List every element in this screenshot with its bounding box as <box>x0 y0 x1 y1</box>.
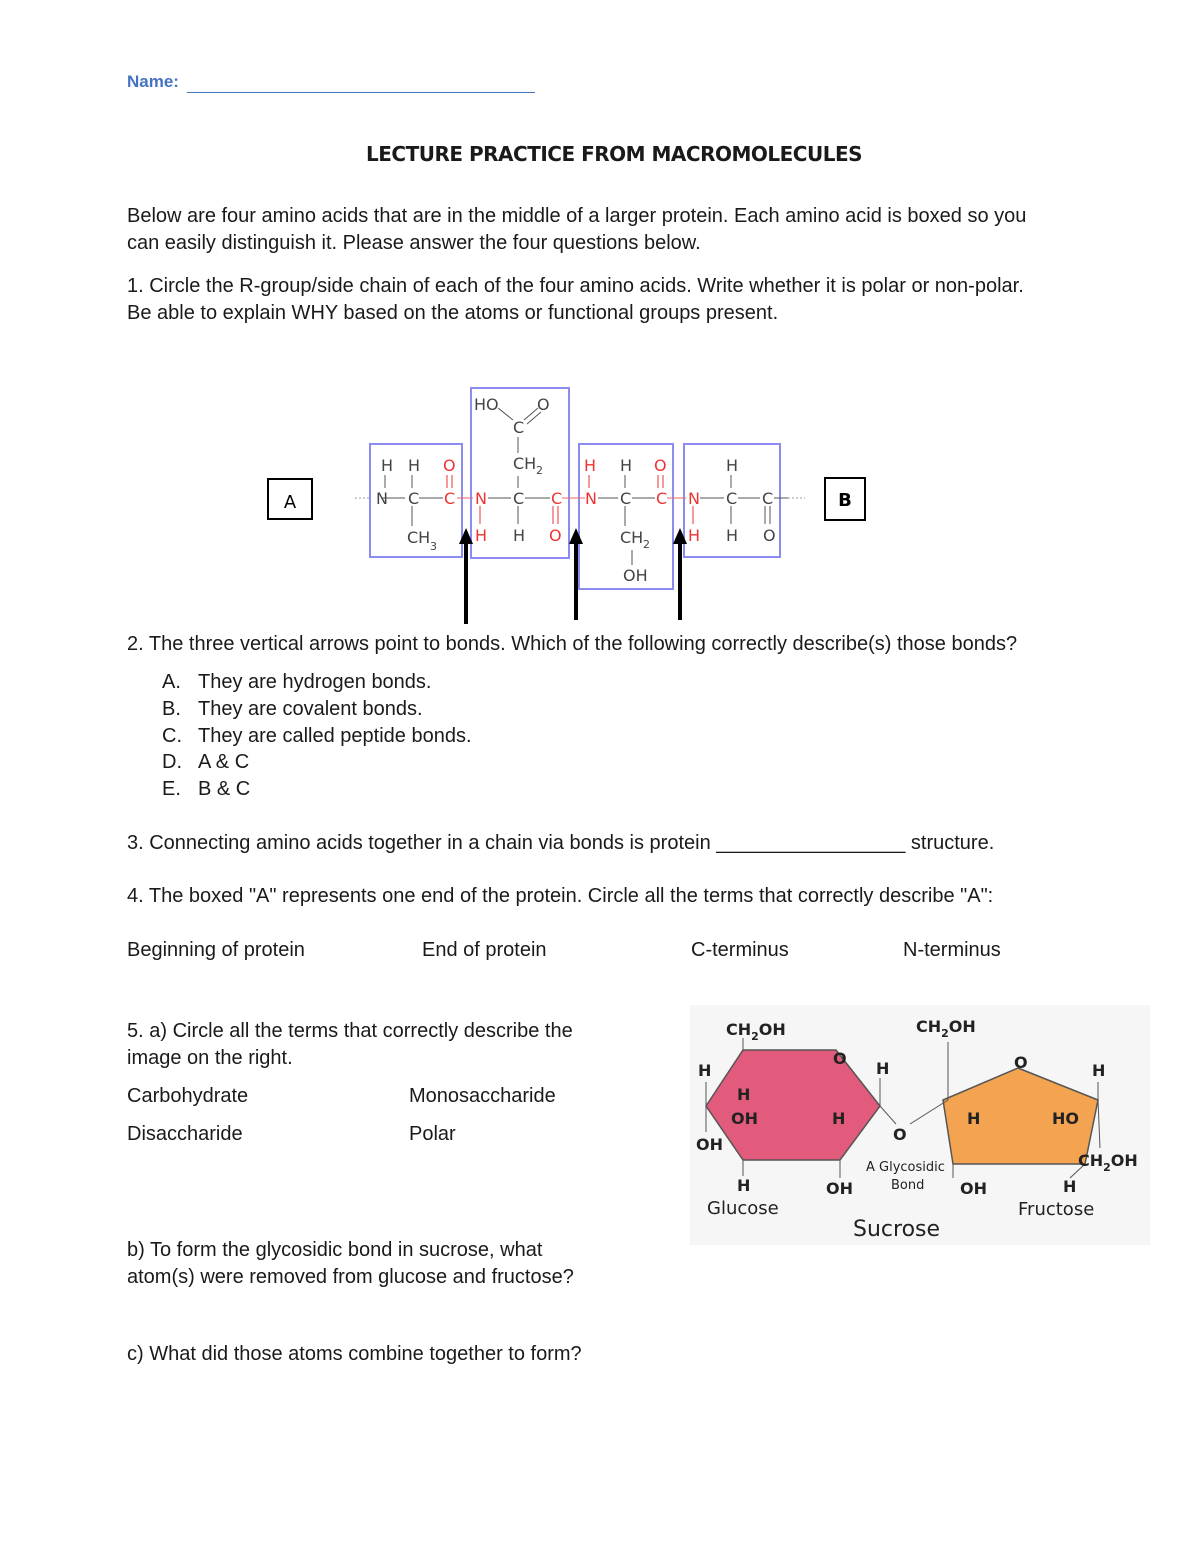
glycosidic-label-1: A Glycosidic <box>866 1160 945 1175</box>
bond-arrow-2 <box>569 528 583 620</box>
question-1-line-2: Be able to explain WHY based on the atoms or functional groups present. <box>127 302 779 324</box>
atom-oh: OH <box>623 566 648 585</box>
intro-line-2: can easily distinguish it. Please answer the four questions below. <box>127 232 701 254</box>
question-3: 3. Connecting amino acids together in a chain via bonds is protein _________________ structure. <box>127 832 995 854</box>
atom-sub: 2 <box>536 464 543 477</box>
atom-ch2: CH <box>620 528 644 547</box>
term-monosaccharide[interactable]: Monosaccharide <box>409 1085 556 1107</box>
atom-h: H <box>726 526 739 545</box>
question-5b-line-1: b) To form the glycosidic bond in sucrose, what <box>127 1239 543 1261</box>
atom-c: C <box>726 489 738 508</box>
atom-h: H <box>475 526 488 545</box>
glucose-h-inner-right: H <box>832 1109 846 1128</box>
glycosidic-label-2: Bond <box>891 1178 925 1193</box>
term-disaccharide[interactable]: Disaccharide <box>127 1123 243 1145</box>
atom-c: C <box>408 489 420 508</box>
term-end[interactable]: End of protein <box>422 939 547 961</box>
question-2: 2. The three vertical arrows point to bonds. Which of the following correctly describe(s) those bonds? <box>127 633 1018 655</box>
atom-h: H <box>584 456 597 475</box>
bond-arrow-3 <box>673 528 687 620</box>
fructose-oh-bottom: OH <box>960 1179 987 1198</box>
atom-c: C <box>513 489 525 508</box>
atom-o: O <box>654 456 667 475</box>
glucose-h-right: H <box>876 1059 890 1078</box>
atom-h: H <box>513 526 526 545</box>
atom-c: C <box>513 418 525 437</box>
atom-c: C <box>444 489 456 508</box>
option-e[interactable]: E. B & C <box>162 778 251 800</box>
term-c-terminus[interactable]: C-terminus <box>691 939 789 961</box>
atom-sub: 3 <box>430 540 437 553</box>
atom-c: C <box>620 489 632 508</box>
atom-o: O <box>443 456 456 475</box>
atom-o: O <box>763 526 776 545</box>
glucose-h-inner: H <box>737 1085 751 1104</box>
sucrose-label: Sucrose <box>853 1217 941 1242</box>
atom-o: O <box>537 395 550 414</box>
fructose-label: Fructose <box>1018 1199 1095 1220</box>
atom-h: H <box>381 456 394 475</box>
atom-sub: 2 <box>643 538 650 551</box>
atom-h: H <box>688 526 701 545</box>
option-a[interactable]: A. They are hydrogen bonds. <box>162 671 432 693</box>
atom-c: C <box>762 489 774 508</box>
sucrose-diagram <box>690 1005 1150 1250</box>
atom-h: H <box>726 456 739 475</box>
question-1-line-1: 1. Circle the R-group/side chain of each of the four amino acids. Write whether it is polar or non-polar. <box>127 275 1024 297</box>
option-b[interactable]: B. They are covalent bonds. <box>162 698 423 720</box>
question-5b-line-2: atom(s) were removed from glucose and fructose? <box>127 1266 574 1288</box>
atom-n: N <box>475 489 487 508</box>
atom-n: N <box>688 489 700 508</box>
fructose-ch2oh-top: $CH_2OH$ <box>916 1017 976 1040</box>
atom-n: N <box>585 489 597 508</box>
page-title: LECTURE PRACTICE FROM MACROMOLECULES <box>365 142 863 166</box>
atom-c: C <box>656 489 668 508</box>
atom-c: C <box>551 489 563 508</box>
glucose-label: Glucose <box>707 1198 779 1219</box>
glucose-oh-bottom: OH <box>826 1179 853 1198</box>
atom-n1: N <box>376 489 388 508</box>
end-label-a: A <box>283 492 297 513</box>
fructose-ring-o: O <box>1014 1053 1028 1072</box>
fructose-h-top: H <box>1092 1061 1106 1080</box>
fructose-ch2oh-right: $CH_2OH$ <box>1078 1151 1138 1174</box>
atom-ho: HO <box>474 395 499 414</box>
atom-h: H <box>408 456 421 475</box>
bond-arrow-1 <box>459 528 473 624</box>
fructose-h-bottom: H <box>1063 1177 1077 1196</box>
atom-o: O <box>549 526 562 545</box>
name-field-line[interactable] <box>187 92 535 93</box>
question-4: 4. The boxed "A" represents one end of the protein. Circle all the terms that correctly describe "A": <box>127 885 994 907</box>
fructose-ho-inner: HO <box>1052 1109 1079 1128</box>
term-carbohydrate[interactable]: Carbohydrate <box>127 1085 249 1107</box>
tetrapeptide-diagram <box>0 370 1200 635</box>
glucose-ch2oh: $CH_2OH$ <box>726 1020 786 1043</box>
glucose-h-bottom: H <box>737 1176 751 1195</box>
term-n-terminus[interactable]: N-terminus <box>903 939 1001 961</box>
name-label: Name: <box>127 72 179 91</box>
glycosidic-o: O <box>893 1125 907 1144</box>
atom-ch2: CH <box>513 454 537 473</box>
option-d[interactable]: D. A & C <box>162 751 250 773</box>
term-beginning[interactable]: Beginning of protein <box>127 939 305 961</box>
glucose-oh-inner: OH <box>731 1109 758 1128</box>
option-c[interactable]: C. They are called peptide bonds. <box>162 725 472 747</box>
end-label-b: B <box>838 490 852 511</box>
glucose-h-left: H <box>698 1061 712 1080</box>
atom-ch3: CH <box>407 528 431 547</box>
glucose-ring-o: O <box>833 1049 847 1068</box>
term-polar[interactable]: Polar <box>409 1123 456 1145</box>
question-5c: c) What did those atoms combine together to form? <box>127 1343 582 1365</box>
question-5a-line-2: image on the right. <box>127 1047 293 1069</box>
atom-h: H <box>620 456 633 475</box>
glucose-oh-left: OH <box>696 1135 723 1154</box>
question-5a-line-1: 5. a) Circle all the terms that correctly describe the <box>127 1020 573 1042</box>
intro-line-1: Below are four amino acids that are in the middle of a larger protein. Each amino acid is boxed so you <box>127 205 1027 227</box>
fructose-h-inner: H <box>967 1109 981 1128</box>
